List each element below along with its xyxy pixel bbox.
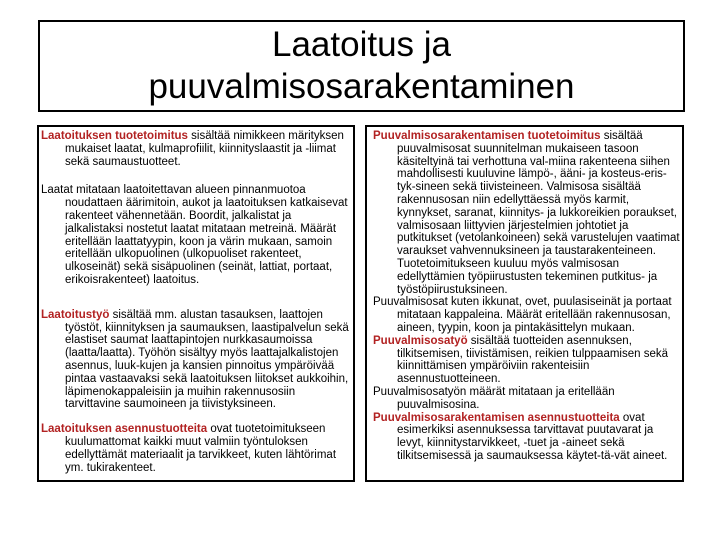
paragraph-text: Laatat mitataan laatoitettavan alueen pinnanmuotoa noudattaen äärimitoin, aukot ja laatoituksen katkaisevat rakenteet vähennetään. Boordit, jalkalistat ja jalkalistaksi nostetut laatat mitataan metreinä. Määrät eritellään laattatyypin, koon ja värin mukaan, samoin eritellään ulkopuolinen (ulkopuoliset rakenteet, ulkoseinät) sekä sisäpuolinen (seinät, lattiat, portaat, erikoisrakenteet) laatoitus. xyxy=(41,184,348,286)
paragraph-laatoituksen-tuotetoimitus xyxy=(41,130,351,168)
paragraph-text: ovat tuotetoimitukseen kuulumattomat kaikki muut valmiin työntuloksen edellyttämät materiaalit ja tarvikkeet, kuten lähtörimat ym. tukirakenteet. xyxy=(65,423,337,474)
paragraph-text: sisältää tuotteiden asennuksen, tilkitsemisen, tiivistämisen, reikien tulppaamisen sekä kiinnittämisen ympäröiviin rakenteisiin asennustuotteineen. xyxy=(397,334,668,386)
slide-title-line-2: puuvalmisosarakentaminen xyxy=(148,67,575,106)
term-label: Laatoitustyö xyxy=(41,308,110,321)
slide-title-line-1: Laatoitus ja xyxy=(271,25,452,64)
paragraph-puuvalmisosat-kuten xyxy=(373,296,680,334)
paragraph-text: sisältää puuvalmisosat suunnitelman mukaiseen tasoon käsiteltyinä tai verhottuna val-miina rakenteena siihen mahdollisesti kuuluvine lämpö-, ääni- ja kosteus-eris-tyk-sineen sekä tiivisteineen. Valmisosa sisältää rakennusosan niin edellyttäessä myös karmit, kynnykset, saranat, kiinnitys- ja lukkoreikien poraukset, valmisosaan liittyvien järjestelmien johtotiet ja putkitukset (vetolankoineen) sekä varustelujen vaatimat varaukset vahvennuksineen ja taustarakenteineen. Tuotetoimitukseen kuuluu myös valmisosan edellyttämien työpiirustusten tekeminen putkitus- ja työstöpiirustuksineen. xyxy=(397,130,680,296)
paragraph-puuvalmisosarakentamisen-tuotetoimitus xyxy=(373,130,680,296)
term-label: Puuvalmisosarakentamisen tuotetoimitus xyxy=(373,130,601,142)
term-label: Puuvalmisosarakentamisen asennustuotteita xyxy=(373,411,620,424)
right-column-box xyxy=(365,125,684,482)
paragraph-text: Puuvalmisosat kuten ikkunat, ovet, puulasiseinät ja portaat mitataan kappaleina. Määrät eritellään rakennusosan, aineen, tyypin, koon ja pintakäsittelyn mukaan. xyxy=(373,296,672,334)
term-label: Laatoituksen tuotetoimitus xyxy=(41,130,188,142)
paragraph-puuvalmisosatyo xyxy=(373,335,680,386)
paragraph-text: sisältää mm. alustan tasauksen, laattojen työstöt, kiinnityksen ja saumauksen, laastipalvelun sekä elastiset saumat laattapintojen nurkkasaumoissa (laatta/laatta). Työhön sisältyy myös laattajalkalistojen asennus, luuk-kujen ja kansien pinnoitus ympäröivää pintaa vastaavaksi sekä laatoituksen liitokset aukkoihin, läpimenokappaleisiin ja muihin rakennusosiin tarvittavine saumoineen ja tiivistyksineen. xyxy=(65,308,349,411)
paragraph-puuvalmisosarakentamisen-asennustuotteita xyxy=(373,412,680,463)
term-label: Laatoituksen asennustuotteita xyxy=(41,423,208,436)
paragraph-laatat-mitataan xyxy=(41,184,351,286)
left-column-box xyxy=(37,125,355,482)
paragraph-laatoituksen-asennustuotteita xyxy=(41,423,351,474)
term-label: Puuvalmisosatyö xyxy=(373,334,468,347)
title-box xyxy=(38,20,685,112)
paragraph-laatoitustyo xyxy=(41,309,351,411)
paragraph-text: Puuvalmisosatyön määrät mitataan ja eritellään puuvalmisosina. xyxy=(373,385,615,411)
paragraph-text: sisältää nimikkeen märityksen mukaiset laatat, kulmaprofiilit, kiinnityslaastit ja -liimat sekä saumaustuotteet. xyxy=(65,130,344,168)
paragraph-text: ovat esimerkiksi asennuksessa tarvittavat puutavarat ja levyt, kiinnitystarvikkeet, -tuet ja -aineet sekä tilkitsemisessä ja saumauksessa käytet-tä-vät aineet. xyxy=(397,411,668,462)
paragraph-puuvalmisosatyon-maarat xyxy=(373,386,680,412)
